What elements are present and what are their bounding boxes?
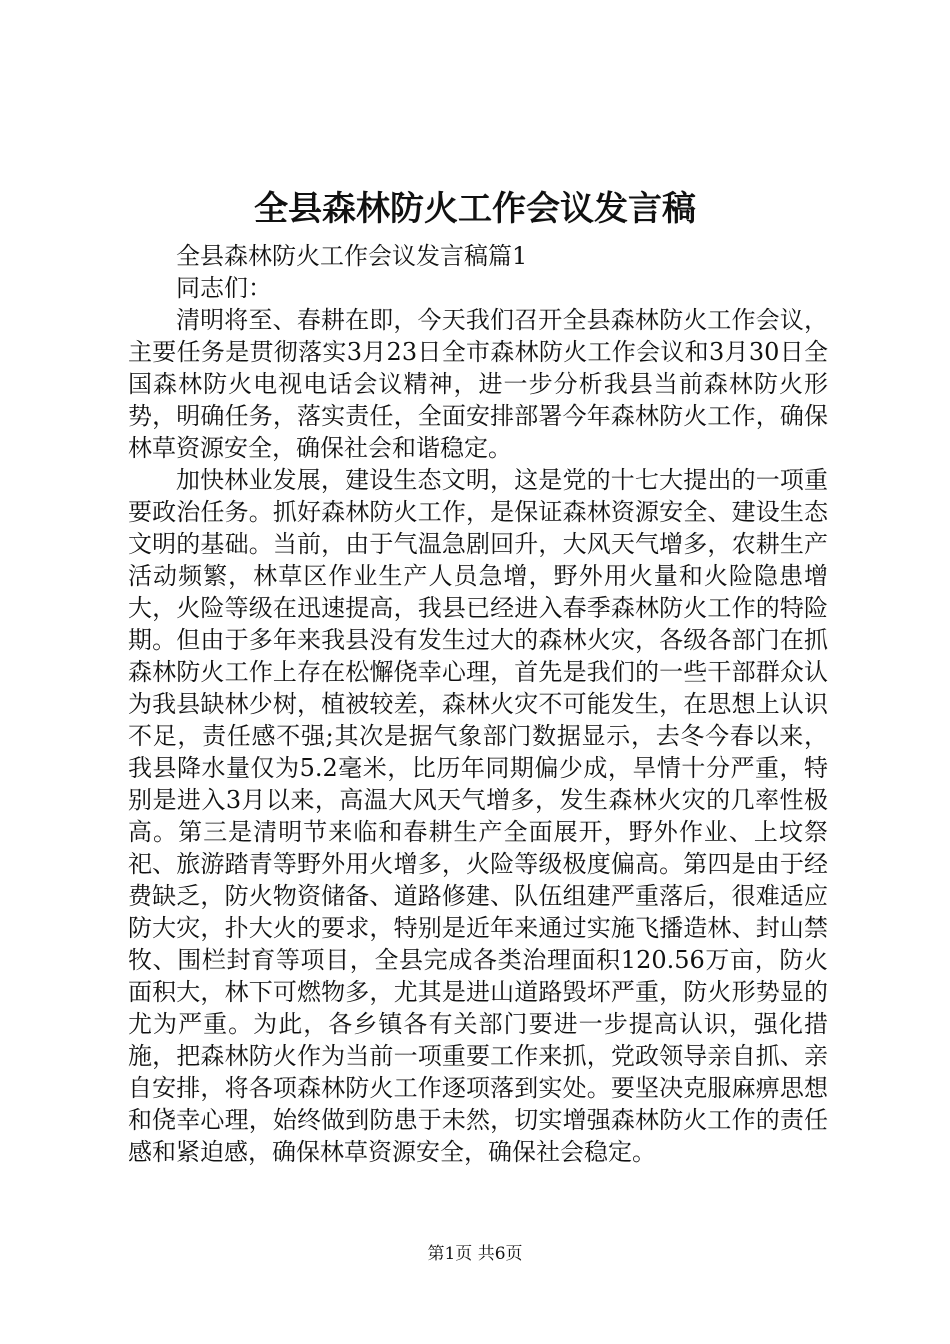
page-footer: 第1页 共6页 xyxy=(427,1244,523,1264)
document-body xyxy=(128,240,828,1168)
paragraph: 加快林业发展，建设生态文明，这是党的十七大提出的一项重要政治任务。抓好森林防火工作，是保证森林资源安全、建设生态文明的基础。当前，由于气温急剧回升，大风天气增多，农耕生产活动频繁，林草区作业生产人员急增，野外用火量和火险隐患增大，火险等级在迅速提高，我县已经进入春季森林防火工作的特险期。但由于多年来我县没有发生过大的森林火灾，各级各部门在抓森林防火工作上存在松懈侥幸心理，首先是我们的一些干部群众认为我县缺林少树，植被较差，森林火灾不可能发生，在思想上认识不足，责任感不强;其次是据气象部门数据显示，去冬今春以来，我县降水量仅为5.2毫米，比历年同期偏少成，旱情十分严重，特别是进入3月以来，高温大风天气增多，发生森林火灾的几率性极高。第三是清明节来临和春耕生产全面展开，野外作业、上坟祭祀、旅游踏青等野外用火增多，火险等级极度偏高。第四是由于经费缺乏，防火物资储备、道路修建、队伍组建严重落后，很难适应防大灾，扑大火的要求，特别是近年来通过实施飞播造林、封山禁牧、围栏封育等项目，全县完成各类治理面积120.56万亩，防火面积大，林下可燃物多，尤其是进山道路毁坏严重，防火形势显的尤为严重。为此，各乡镇各有关部门要进一步提高认识，强化措施，把森林防火作为当前一项重要工作来抓，党政领导亲自抓、亲自安排，将各项森林防火工作逐项落到实处。要坚决克服麻痹思想和侥幸心理，始终做到防患于未然，切实增强森林防火工作的责任感和紧迫感，确保林草资源安全，确保社会稳定。 xyxy=(128,466,828,1166)
section-heading: 全县森林防火工作会议发言稿篇1 xyxy=(176,242,528,270)
salutation: 同志们： xyxy=(176,274,272,302)
document-title: 全县森林防火工作会议发言稿 xyxy=(254,189,696,229)
paragraph: 清明将至、春耕在即，今天我们召开全县森林防火工作会议，主要任务是贯彻落实3月23日全市森林防火工作会议和3月30日全国森林防火电视电话会议精神，进一步分析我县当前森林防火形势，明确任务，落实责任，全面安排部署今年森林防火工作，确保林草资源安全，确保社会和谐稳定。 xyxy=(128,306,828,462)
